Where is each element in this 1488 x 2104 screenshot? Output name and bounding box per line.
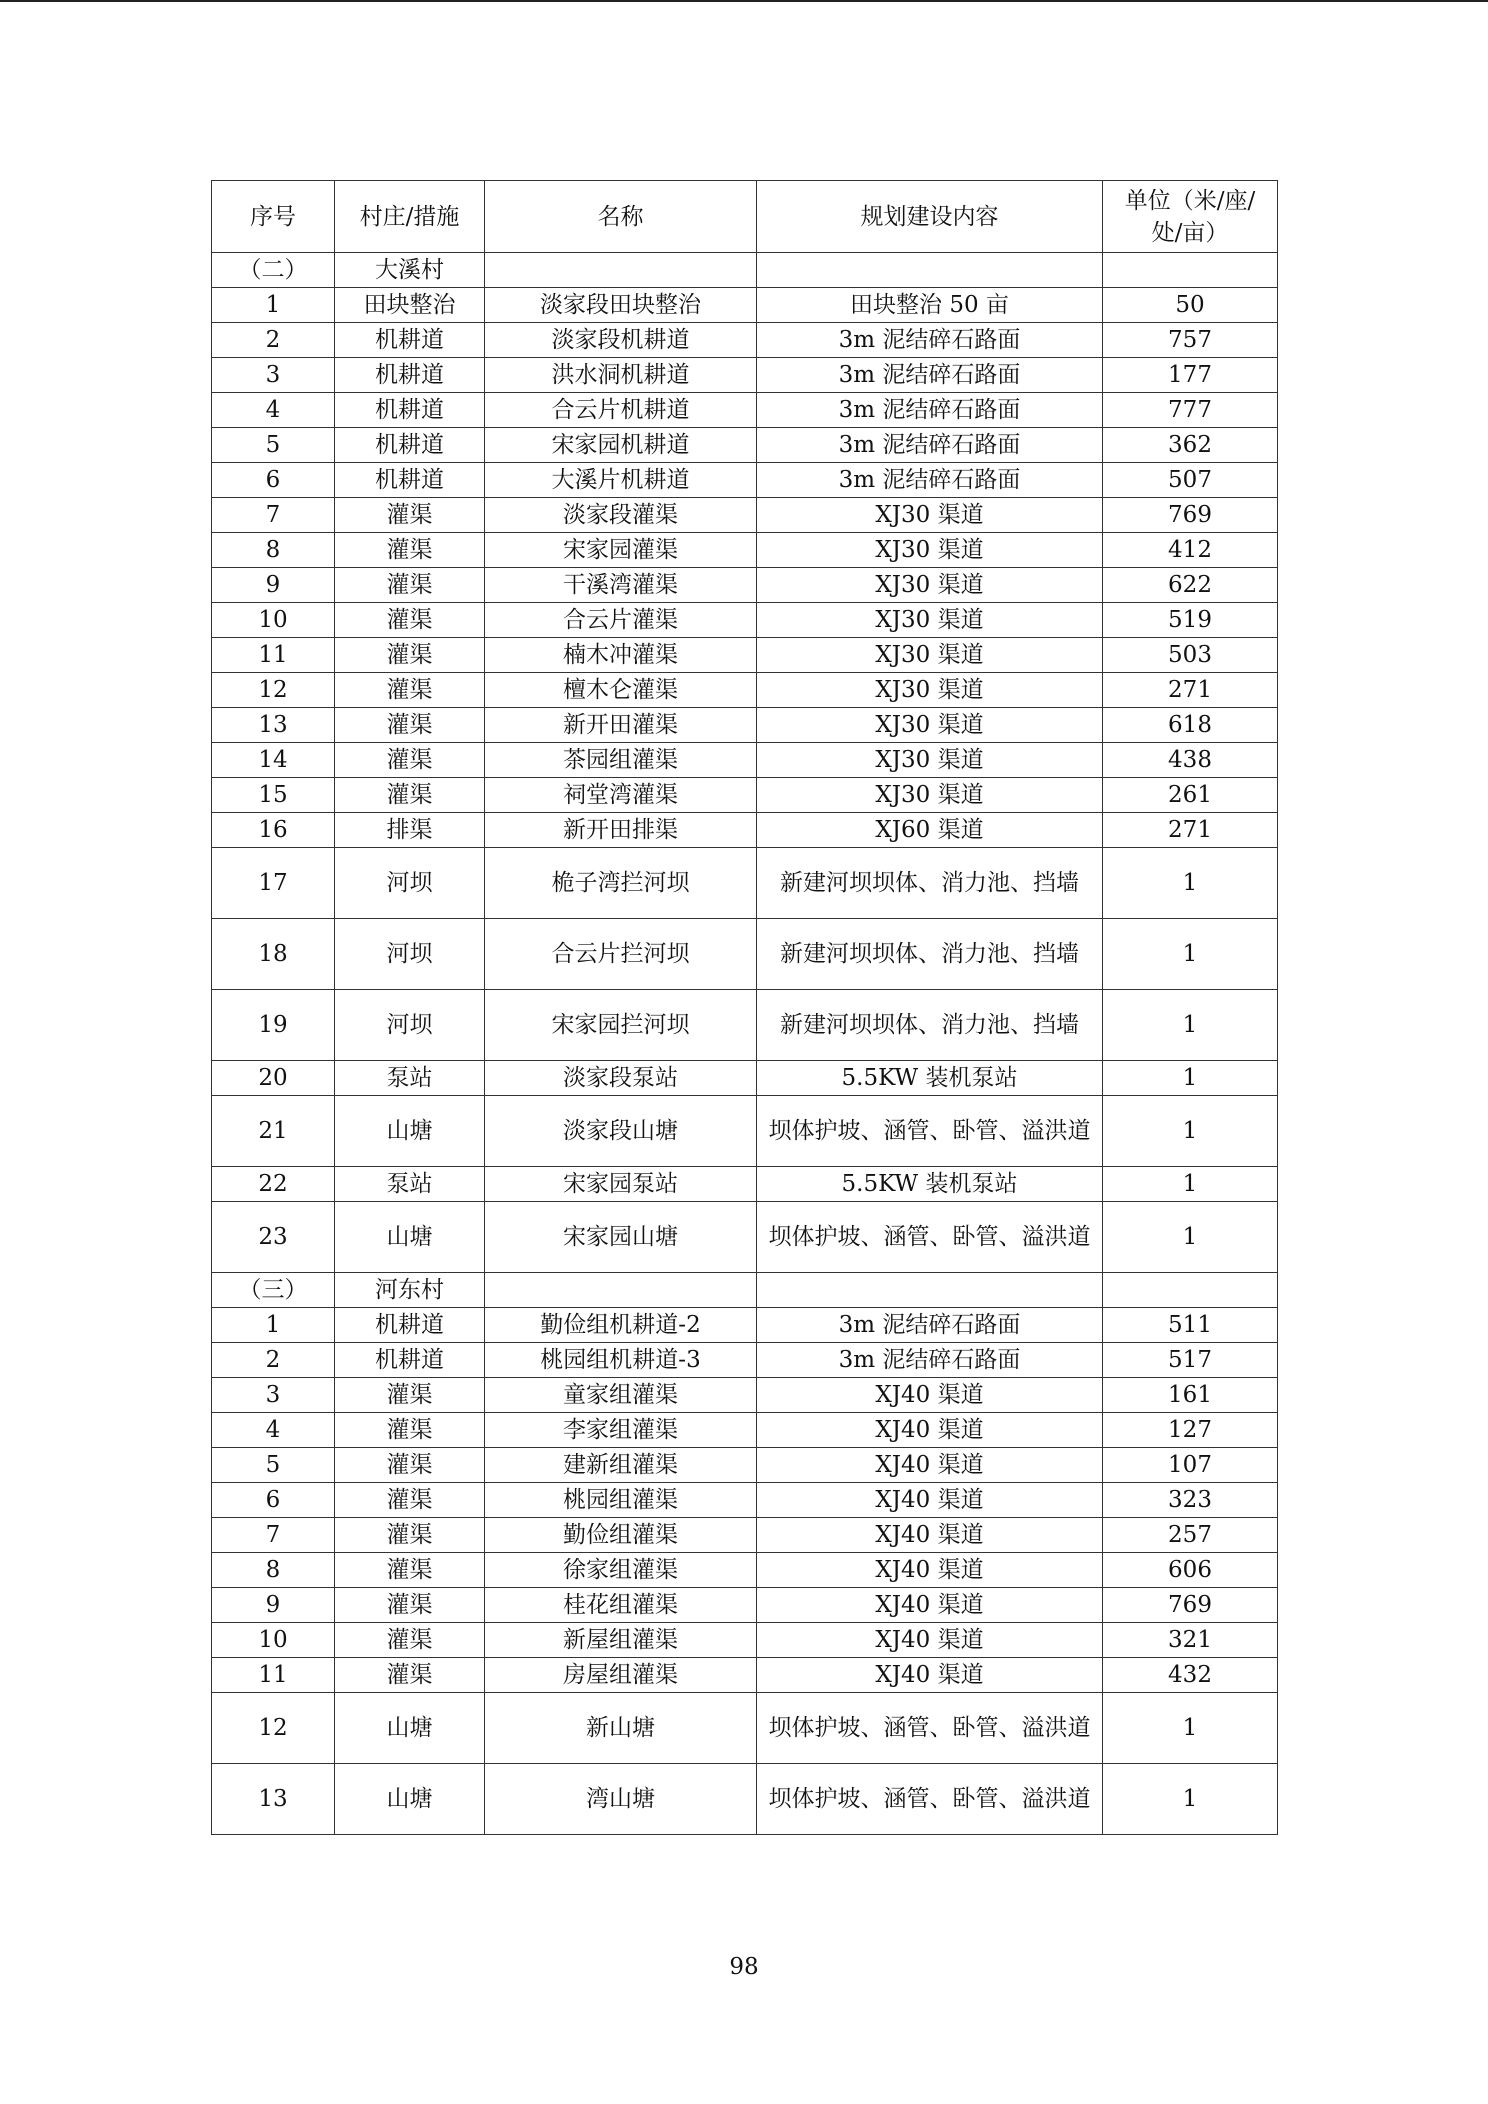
cell-quantity: 622	[1103, 568, 1278, 603]
section-title: 河东村	[335, 1273, 485, 1308]
cell-content: XJ30 渠道	[757, 638, 1103, 673]
cell-type: 灌渠	[335, 533, 485, 568]
cell-no: 14	[212, 743, 335, 778]
cell-name: 建新组灌渠	[485, 1448, 757, 1483]
cell-type: 灌渠	[335, 498, 485, 533]
cell-no: 13	[212, 708, 335, 743]
cell-quantity: 323	[1103, 1483, 1278, 1518]
table-row	[212, 1764, 1278, 1835]
cell-content: XJ30 渠道	[757, 778, 1103, 813]
cell-content: 田块整治 50 亩	[757, 288, 1103, 323]
cell-name: 勤俭组灌渠	[485, 1518, 757, 1553]
cell-name: 桃园组机耕道-3	[485, 1343, 757, 1378]
cell-content: 3m 泥结碎石路面	[757, 428, 1103, 463]
table-row	[212, 990, 1278, 1061]
cell-no: 2	[212, 1343, 335, 1378]
cell-content: 3m 泥结碎石路面	[757, 1308, 1103, 1343]
cell-name: 茶园组灌渠	[485, 743, 757, 778]
cell-quantity: 321	[1103, 1623, 1278, 1658]
cell-content: 3m 泥结碎石路面	[757, 393, 1103, 428]
cell-no: 20	[212, 1061, 335, 1096]
cell-no: 22	[212, 1167, 335, 1202]
cell-content: 3m 泥结碎石路面	[757, 358, 1103, 393]
cell-type: 灌渠	[335, 1378, 485, 1413]
cell-quantity: 1	[1103, 1764, 1278, 1835]
cell-content: 坝体护坡、涵管、卧管、溢洪道	[757, 1096, 1103, 1167]
header-no: 序号	[212, 181, 335, 253]
cell-name: 桃园组灌渠	[485, 1483, 757, 1518]
cell-type: 山塘	[335, 1764, 485, 1835]
cell-quantity: 507	[1103, 463, 1278, 498]
table-row	[212, 708, 1278, 743]
cell-name: 祠堂湾灌渠	[485, 778, 757, 813]
cell-content: XJ30 渠道	[757, 743, 1103, 778]
cell-name: 淡家段泵站	[485, 1061, 757, 1096]
empty-cell	[485, 253, 757, 288]
cell-type: 机耕道	[335, 463, 485, 498]
cell-type: 灌渠	[335, 708, 485, 743]
cell-content: XJ30 渠道	[757, 498, 1103, 533]
cell-no: 17	[212, 848, 335, 919]
header-name: 名称	[485, 181, 757, 253]
cell-content: XJ40 渠道	[757, 1553, 1103, 1588]
cell-no: 18	[212, 919, 335, 990]
cell-quantity: 1	[1103, 1061, 1278, 1096]
cell-quantity: 177	[1103, 358, 1278, 393]
cell-type: 灌渠	[335, 638, 485, 673]
table-row	[212, 813, 1278, 848]
table-row	[212, 848, 1278, 919]
cell-no: 4	[212, 1413, 335, 1448]
cell-no: 3	[212, 358, 335, 393]
table-row	[212, 1693, 1278, 1764]
cell-quantity: 769	[1103, 1588, 1278, 1623]
cell-name: 宋家园灌渠	[485, 533, 757, 568]
table-row	[212, 673, 1278, 708]
cell-content: XJ40 渠道	[757, 1413, 1103, 1448]
cell-name: 檀木仑灌渠	[485, 673, 757, 708]
cell-type: 田块整治	[335, 288, 485, 323]
section-row	[212, 253, 1278, 288]
cell-name: 楠木冲灌渠	[485, 638, 757, 673]
section-number: （二）	[212, 253, 335, 288]
cell-content: XJ30 渠道	[757, 708, 1103, 743]
cell-quantity: 261	[1103, 778, 1278, 813]
cell-name: 桂花组灌渠	[485, 1588, 757, 1623]
cell-name: 洪水洞机耕道	[485, 358, 757, 393]
cell-type: 机耕道	[335, 1343, 485, 1378]
cell-type: 灌渠	[335, 743, 485, 778]
empty-cell	[757, 1273, 1103, 1308]
cell-quantity: 1	[1103, 848, 1278, 919]
table-row	[212, 323, 1278, 358]
empty-cell	[1103, 253, 1278, 288]
cell-name: 新山塘	[485, 1693, 757, 1764]
cell-no: 10	[212, 603, 335, 638]
table-row	[212, 1343, 1278, 1378]
cell-content: XJ40 渠道	[757, 1518, 1103, 1553]
cell-quantity: 618	[1103, 708, 1278, 743]
document-body	[211, 180, 1277, 1835]
cell-no: 23	[212, 1202, 335, 1273]
table-row	[212, 1623, 1278, 1658]
cell-content: 3m 泥结碎石路面	[757, 463, 1103, 498]
cell-type: 排渠	[335, 813, 485, 848]
cell-no: 12	[212, 1693, 335, 1764]
table-row	[212, 1518, 1278, 1553]
cell-type: 灌渠	[335, 1483, 485, 1518]
cell-type: 灌渠	[335, 778, 485, 813]
cell-name: 房屋组灌渠	[485, 1658, 757, 1693]
cell-quantity: 511	[1103, 1308, 1278, 1343]
cell-name: 宋家园泵站	[485, 1167, 757, 1202]
cell-name: 勤俭组机耕道-2	[485, 1308, 757, 1343]
top-border-line	[0, 0, 1488, 2]
cell-quantity: 1	[1103, 1096, 1278, 1167]
cell-name: 淡家段灌渠	[485, 498, 757, 533]
header-content: 规划建设内容	[757, 181, 1103, 253]
cell-type: 河坝	[335, 848, 485, 919]
cell-no: 10	[212, 1623, 335, 1658]
cell-name: 新屋组灌渠	[485, 1623, 757, 1658]
cell-name: 李家组灌渠	[485, 1413, 757, 1448]
cell-type: 灌渠	[335, 603, 485, 638]
cell-type: 机耕道	[335, 428, 485, 463]
cell-no: 4	[212, 393, 335, 428]
cell-content: 5.5KW 装机泵站	[757, 1167, 1103, 1202]
cell-quantity: 161	[1103, 1378, 1278, 1413]
cell-name: 宋家园机耕道	[485, 428, 757, 463]
table-row	[212, 1061, 1278, 1096]
cell-name: 淡家段山塘	[485, 1096, 757, 1167]
table-row	[212, 603, 1278, 638]
empty-cell	[485, 1273, 757, 1308]
cell-type: 机耕道	[335, 1308, 485, 1343]
cell-no: 12	[212, 673, 335, 708]
table-row	[212, 1483, 1278, 1518]
cell-name: 大溪片机耕道	[485, 463, 757, 498]
cell-content: 新建河坝坝体、消力池、挡墙	[757, 848, 1103, 919]
table-row	[212, 778, 1278, 813]
cell-no: 8	[212, 533, 335, 568]
cell-type: 山塘	[335, 1693, 485, 1764]
cell-type: 山塘	[335, 1202, 485, 1273]
cell-type: 河坝	[335, 990, 485, 1061]
cell-no: 5	[212, 1448, 335, 1483]
cell-content: 新建河坝坝体、消力池、挡墙	[757, 919, 1103, 990]
table-header-row	[212, 181, 1278, 253]
cell-quantity: 50	[1103, 288, 1278, 323]
cell-no: 11	[212, 638, 335, 673]
table-row	[212, 1378, 1278, 1413]
table-row	[212, 533, 1278, 568]
table-row	[212, 1413, 1278, 1448]
table-row	[212, 638, 1278, 673]
cell-no: 11	[212, 1658, 335, 1693]
table-row	[212, 1096, 1278, 1167]
cell-no: 8	[212, 1553, 335, 1588]
cell-quantity: 517	[1103, 1343, 1278, 1378]
cell-quantity: 127	[1103, 1413, 1278, 1448]
table-row	[212, 393, 1278, 428]
cell-no: 6	[212, 463, 335, 498]
cell-no: 6	[212, 1483, 335, 1518]
cell-type: 灌渠	[335, 1413, 485, 1448]
cell-no: 19	[212, 990, 335, 1061]
table-row	[212, 1167, 1278, 1202]
cell-content: 新建河坝坝体、消力池、挡墙	[757, 990, 1103, 1061]
table-body	[212, 253, 1278, 1835]
cell-type: 泵站	[335, 1167, 485, 1202]
cell-content: 坝体护坡、涵管、卧管、溢洪道	[757, 1202, 1103, 1273]
table-row	[212, 568, 1278, 603]
cell-content: XJ40 渠道	[757, 1378, 1103, 1413]
cell-type: 机耕道	[335, 358, 485, 393]
cell-quantity: 271	[1103, 813, 1278, 848]
cell-name: 桅子湾拦河坝	[485, 848, 757, 919]
cell-type: 灌渠	[335, 1518, 485, 1553]
cell-type: 山塘	[335, 1096, 485, 1167]
cell-content: 坝体护坡、涵管、卧管、溢洪道	[757, 1693, 1103, 1764]
cell-type: 灌渠	[335, 568, 485, 603]
cell-no: 1	[212, 1308, 335, 1343]
table-row	[212, 1553, 1278, 1588]
cell-content: 3m 泥结碎石路面	[757, 1343, 1103, 1378]
cell-no: 7	[212, 1518, 335, 1553]
table-row	[212, 288, 1278, 323]
cell-name: 合云片灌渠	[485, 603, 757, 638]
cell-type: 机耕道	[335, 393, 485, 428]
cell-name: 新开田灌渠	[485, 708, 757, 743]
cell-quantity: 107	[1103, 1448, 1278, 1483]
cell-type: 灌渠	[335, 1448, 485, 1483]
cell-quantity: 257	[1103, 1518, 1278, 1553]
cell-quantity: 438	[1103, 743, 1278, 778]
cell-content: 坝体护坡、涵管、卧管、溢洪道	[757, 1764, 1103, 1835]
planning-table	[211, 180, 1278, 1835]
cell-name: 合云片拦河坝	[485, 919, 757, 990]
cell-quantity: 1	[1103, 919, 1278, 990]
section-row	[212, 1273, 1278, 1308]
cell-no: 15	[212, 778, 335, 813]
cell-type: 灌渠	[335, 1553, 485, 1588]
cell-quantity: 362	[1103, 428, 1278, 463]
cell-no: 13	[212, 1764, 335, 1835]
section-number: （三）	[212, 1273, 335, 1308]
table-row	[212, 1308, 1278, 1343]
cell-type: 灌渠	[335, 1588, 485, 1623]
table-row	[212, 1202, 1278, 1273]
cell-name: 徐家组灌渠	[485, 1553, 757, 1588]
cell-content: XJ40 渠道	[757, 1588, 1103, 1623]
cell-type: 灌渠	[335, 1658, 485, 1693]
cell-no: 5	[212, 428, 335, 463]
cell-name: 淡家段机耕道	[485, 323, 757, 358]
cell-content: XJ40 渠道	[757, 1448, 1103, 1483]
cell-name: 淡家段田块整治	[485, 288, 757, 323]
header-unit: 单位（米/座/处/亩）	[1103, 181, 1278, 253]
cell-content: 5.5KW 装机泵站	[757, 1061, 1103, 1096]
empty-cell	[757, 253, 1103, 288]
table-row	[212, 743, 1278, 778]
cell-type: 泵站	[335, 1061, 485, 1096]
table-row	[212, 498, 1278, 533]
cell-name: 湾山塘	[485, 1764, 757, 1835]
cell-content: 3m 泥结碎石路面	[757, 323, 1103, 358]
table-row	[212, 1588, 1278, 1623]
cell-type: 灌渠	[335, 1623, 485, 1658]
cell-type: 灌渠	[335, 673, 485, 708]
cell-quantity: 1	[1103, 1202, 1278, 1273]
cell-quantity: 769	[1103, 498, 1278, 533]
cell-no: 2	[212, 323, 335, 358]
cell-content: XJ30 渠道	[757, 603, 1103, 638]
cell-name: 童家组灌渠	[485, 1378, 757, 1413]
table-row	[212, 1658, 1278, 1693]
cell-name: 宋家园山塘	[485, 1202, 757, 1273]
cell-content: XJ60 渠道	[757, 813, 1103, 848]
cell-content: XJ30 渠道	[757, 568, 1103, 603]
cell-quantity: 606	[1103, 1553, 1278, 1588]
cell-quantity: 757	[1103, 323, 1278, 358]
cell-quantity: 1	[1103, 1693, 1278, 1764]
table-row	[212, 428, 1278, 463]
cell-quantity: 412	[1103, 533, 1278, 568]
page-number: 98	[729, 1954, 759, 1980]
cell-no: 9	[212, 1588, 335, 1623]
cell-no: 1	[212, 288, 335, 323]
cell-quantity: 1	[1103, 1167, 1278, 1202]
cell-no: 9	[212, 568, 335, 603]
table-row	[212, 1448, 1278, 1483]
cell-type: 河坝	[335, 919, 485, 990]
cell-name: 新开田排渠	[485, 813, 757, 848]
section-title: 大溪村	[335, 253, 485, 288]
empty-cell	[1103, 1273, 1278, 1308]
cell-no: 16	[212, 813, 335, 848]
cell-content: XJ30 渠道	[757, 533, 1103, 568]
table-row	[212, 919, 1278, 990]
table-row	[212, 463, 1278, 498]
cell-content: XJ30 渠道	[757, 673, 1103, 708]
cell-no: 21	[212, 1096, 335, 1167]
cell-name: 干溪湾灌渠	[485, 568, 757, 603]
cell-no: 3	[212, 1378, 335, 1413]
cell-no: 7	[212, 498, 335, 533]
cell-name: 合云片机耕道	[485, 393, 757, 428]
cell-quantity: 503	[1103, 638, 1278, 673]
cell-quantity: 1	[1103, 990, 1278, 1061]
cell-type: 机耕道	[335, 323, 485, 358]
cell-content: XJ40 渠道	[757, 1623, 1103, 1658]
cell-content: XJ40 渠道	[757, 1483, 1103, 1518]
cell-name: 宋家园拦河坝	[485, 990, 757, 1061]
table-row	[212, 358, 1278, 393]
cell-quantity: 777	[1103, 393, 1278, 428]
cell-quantity: 271	[1103, 673, 1278, 708]
cell-content: XJ40 渠道	[757, 1658, 1103, 1693]
cell-quantity: 519	[1103, 603, 1278, 638]
cell-quantity: 432	[1103, 1658, 1278, 1693]
header-village: 村庄/措施	[335, 181, 485, 253]
